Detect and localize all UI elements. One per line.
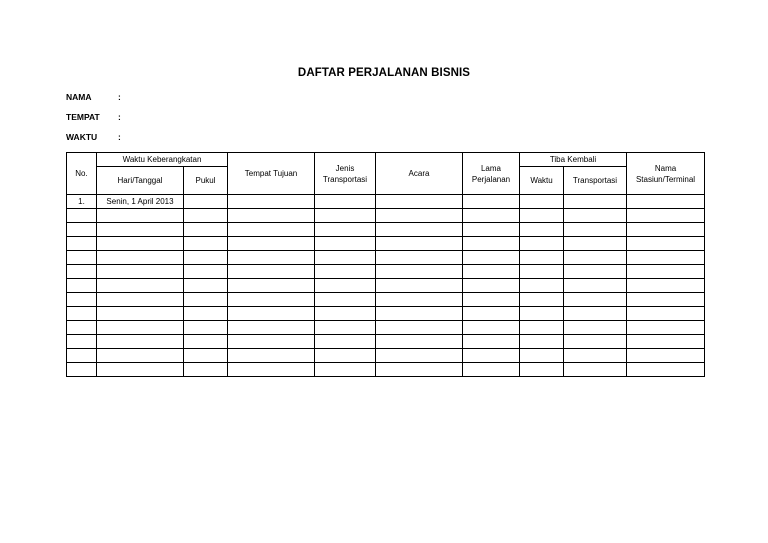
row-cell <box>97 321 184 335</box>
row-cell <box>97 335 184 349</box>
row-cell <box>463 335 520 349</box>
header-nama-stasiun: Nama Stasiun/Terminal <box>627 153 705 195</box>
row-cell <box>97 265 184 279</box>
row-cell <box>564 251 627 265</box>
row-cell <box>67 307 97 321</box>
row-cell <box>97 209 184 223</box>
row-cell <box>376 279 463 293</box>
row-cell <box>97 293 184 307</box>
row-cell <box>463 265 520 279</box>
row-cell <box>376 335 463 349</box>
table-row <box>67 335 705 349</box>
table-row <box>67 321 705 335</box>
row-cell <box>376 223 463 237</box>
row-cell <box>520 223 564 237</box>
row-cell <box>627 265 705 279</box>
row-cell <box>97 279 184 293</box>
row-cell <box>376 349 463 363</box>
row-cell <box>376 265 463 279</box>
row-cell <box>520 307 564 321</box>
row-cell <box>376 321 463 335</box>
table-row <box>67 223 705 237</box>
row-cell <box>564 307 627 321</box>
row-cell <box>184 293 228 307</box>
row-cell <box>228 321 315 335</box>
row-cell <box>228 363 315 377</box>
row-cell <box>228 223 315 237</box>
row-cell <box>315 321 376 335</box>
row-cell <box>627 279 705 293</box>
nama-field <box>66 92 121 102</box>
row-cell <box>67 265 97 279</box>
row-cell <box>228 251 315 265</box>
table-row <box>67 279 705 293</box>
row-cell <box>463 349 520 363</box>
table-row <box>67 293 705 307</box>
row-cell <box>67 321 97 335</box>
row-cell <box>376 307 463 321</box>
row-cell <box>315 237 376 251</box>
table-row <box>67 237 705 251</box>
row-cell <box>67 237 97 251</box>
row-cell <box>184 321 228 335</box>
header-hari-tanggal: Hari/Tanggal <box>97 167 184 195</box>
row-cell <box>228 195 315 209</box>
table-row <box>67 307 705 321</box>
row-cell <box>520 321 564 335</box>
row-cell <box>228 279 315 293</box>
header-pukul: Pukul <box>184 167 228 195</box>
row-cell <box>627 349 705 363</box>
table-row <box>67 349 705 363</box>
tempat-colon: : <box>118 112 121 122</box>
row-cell <box>564 293 627 307</box>
row-cell <box>184 251 228 265</box>
row-cell <box>463 363 520 377</box>
header-acara: Acara <box>376 153 463 195</box>
row-cell <box>184 363 228 377</box>
row-cell <box>184 349 228 363</box>
row-cell <box>97 251 184 265</box>
row-cell <box>315 265 376 279</box>
row-cell <box>564 349 627 363</box>
row-cell <box>97 349 184 363</box>
row-cell <box>67 293 97 307</box>
row-cell <box>520 237 564 251</box>
header-transportasi: Transportasi <box>564 167 627 195</box>
row-cell <box>627 293 705 307</box>
row-cell <box>67 223 97 237</box>
row-cell <box>315 251 376 265</box>
row-cell <box>67 349 97 363</box>
table-body <box>67 195 705 377</box>
row-cell <box>627 363 705 377</box>
row-cell <box>520 279 564 293</box>
header-tempat-tujuan: Tempat Tujuan <box>228 153 315 195</box>
row-cell <box>97 223 184 237</box>
row-cell <box>627 335 705 349</box>
row-cell <box>564 265 627 279</box>
row-cell <box>315 349 376 363</box>
row-cell <box>376 209 463 223</box>
tempat-field <box>66 112 121 122</box>
row-cell <box>520 349 564 363</box>
row-cell <box>315 307 376 321</box>
row-cell <box>376 251 463 265</box>
row-cell <box>228 335 315 349</box>
row-cell <box>564 321 627 335</box>
waktu-colon: : <box>118 132 121 142</box>
row-cell <box>184 195 228 209</box>
row-cell <box>564 223 627 237</box>
row-cell <box>520 293 564 307</box>
row-cell <box>228 237 315 251</box>
row-cell <box>228 307 315 321</box>
nama-label: NAMA <box>66 92 92 102</box>
row-cell <box>184 209 228 223</box>
header-row-1 <box>67 153 705 167</box>
row-cell <box>184 335 228 349</box>
row-cell <box>315 279 376 293</box>
row-cell <box>67 251 97 265</box>
row-cell <box>627 237 705 251</box>
header-tiba-kembali: Tiba Kembali <box>520 153 627 167</box>
header-no: No. <box>67 153 97 195</box>
row-cell <box>627 195 705 209</box>
page-title: DAFTAR PERJALANAN BISNIS <box>297 67 471 79</box>
nama-colon: : <box>118 92 121 102</box>
row-cell <box>520 363 564 377</box>
row-cell <box>564 237 627 251</box>
row-cell <box>463 209 520 223</box>
row-cell <box>627 321 705 335</box>
row-cell <box>463 237 520 251</box>
row-cell <box>184 307 228 321</box>
row-cell <box>315 335 376 349</box>
row-cell <box>627 209 705 223</box>
row-cell <box>184 265 228 279</box>
row-cell <box>97 237 184 251</box>
row-cell <box>564 209 627 223</box>
row-cell <box>564 335 627 349</box>
travel-table <box>66 152 705 377</box>
row-cell <box>520 209 564 223</box>
row-cell <box>228 265 315 279</box>
row-cell <box>463 321 520 335</box>
row-cell <box>228 293 315 307</box>
header-jenis-transportasi: Jenis Transportasi <box>315 153 376 195</box>
tempat-label: TEMPAT <box>66 112 100 122</box>
row-cell <box>315 195 376 209</box>
row-cell <box>463 223 520 237</box>
row-cell <box>228 209 315 223</box>
row-no: 1. <box>67 195 97 209</box>
row-cell <box>184 237 228 251</box>
row-cell <box>627 223 705 237</box>
row-cell <box>184 223 228 237</box>
row-cell <box>67 363 97 377</box>
header-lama-perjalanan: Lama Perjalanan <box>463 153 520 195</box>
table-row <box>67 251 705 265</box>
row-cell <box>376 195 463 209</box>
waktu-field <box>66 132 121 142</box>
row-cell <box>564 279 627 293</box>
row-cell <box>67 335 97 349</box>
row-cell <box>564 363 627 377</box>
row-cell <box>627 307 705 321</box>
waktu-label: WAKTU <box>66 132 98 142</box>
header-waktu: Waktu <box>520 167 564 195</box>
table-row <box>67 209 705 223</box>
row-cell <box>315 363 376 377</box>
row-cell <box>97 363 184 377</box>
row-cell <box>520 195 564 209</box>
row-cell <box>315 209 376 223</box>
row-cell <box>315 223 376 237</box>
row-cell <box>520 265 564 279</box>
table-row <box>67 195 705 209</box>
row-cell <box>463 251 520 265</box>
row-cell <box>463 293 520 307</box>
row-cell <box>463 195 520 209</box>
table-row <box>67 363 705 377</box>
row-hari-tanggal: Senin, 1 April 2013 <box>97 195 184 209</box>
row-cell <box>520 335 564 349</box>
row-cell <box>184 279 228 293</box>
row-cell <box>315 293 376 307</box>
row-cell <box>627 251 705 265</box>
row-cell <box>463 279 520 293</box>
row-cell <box>376 293 463 307</box>
row-cell <box>228 349 315 363</box>
row-cell <box>463 307 520 321</box>
row-cell <box>376 237 463 251</box>
row-cell <box>67 279 97 293</box>
table-row <box>67 265 705 279</box>
row-cell <box>520 251 564 265</box>
row-cell <box>97 307 184 321</box>
row-cell <box>67 209 97 223</box>
row-cell <box>376 363 463 377</box>
row-cell <box>564 195 627 209</box>
header-waktu-keberangkatan: Waktu Keberangkatan <box>97 153 228 167</box>
